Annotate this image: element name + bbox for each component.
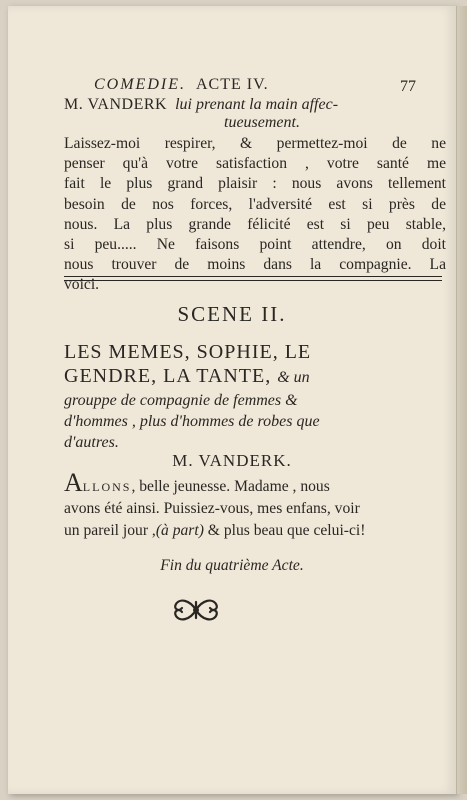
drop-cap: A — [64, 468, 83, 497]
speech-paragraph — [64, 468, 450, 542]
cast-line: grouppe de compagnie de femmes & — [64, 392, 298, 409]
text-line — [64, 520, 450, 542]
fleuron-ornament — [170, 592, 222, 628]
text-line: avons été ainsi. Puissiez-vous, mes enfans, voir — [64, 500, 360, 517]
act-closing: Fin du quatrième Acte. — [160, 557, 304, 574]
scene-title: SCENE II. — [177, 302, 287, 326]
running-title: COMEDIE. — [94, 76, 186, 93]
cast-line: d'autres. — [64, 434, 119, 451]
divider-rule — [64, 280, 442, 281]
speaker-name: M. VANDERK — [64, 96, 168, 113]
text-line: si peu..... Ne faisons point attendre, on doit — [64, 236, 446, 254]
smallcaps-word: LLONS — [82, 480, 132, 494]
text-line: Laissez-moi respirer, & permettez-moi de ne — [64, 135, 446, 152]
page-edge — [457, 6, 467, 794]
stage-line — [64, 96, 338, 114]
stage-direction-cont: tueusement. — [224, 114, 300, 131]
text-line: penser qu'à votre satisfaction , votre santé me — [64, 155, 446, 173]
cast-line: LES MEMES, SOPHIE, LE — [64, 341, 312, 363]
speaker-heading: M. VANDERK. — [172, 451, 292, 470]
text-line — [64, 468, 450, 498]
text-line: voici. — [64, 276, 100, 294]
divider-rule — [64, 276, 442, 277]
text-run: & plus beau que celui-ci! — [207, 522, 366, 539]
cast-line — [64, 364, 448, 390]
cast-list — [64, 340, 448, 453]
text-line: nous. La plus grande félicité est si peu stable, — [64, 215, 446, 233]
cast-names: GENDRE, LA TANTE, — [64, 365, 272, 387]
text-line: fait le plus grand plaisir : nous avons tellement — [64, 175, 446, 193]
cast-line: d'hommes , plus d'hommes de robes que — [64, 413, 320, 430]
running-header — [94, 76, 269, 94]
page-number: 77 — [400, 78, 416, 95]
text-run: un pareil jour , — [64, 522, 156, 539]
text-line: besoin de nos forces, l'adversité est si près de — [64, 195, 446, 213]
text-run: , belle jeunesse. Madame , nous — [131, 478, 330, 495]
dialogue-paragraph — [64, 134, 446, 296]
running-act: ACTE IV. — [195, 76, 269, 93]
text-line: nous trouver de moins dans la compagnie. La — [64, 256, 446, 274]
book-page — [8, 6, 457, 794]
aside-direction: (à part) — [155, 522, 204, 539]
cast-italic: & un — [277, 369, 310, 386]
stage-direction: lui prenant la main affec- — [175, 96, 339, 113]
